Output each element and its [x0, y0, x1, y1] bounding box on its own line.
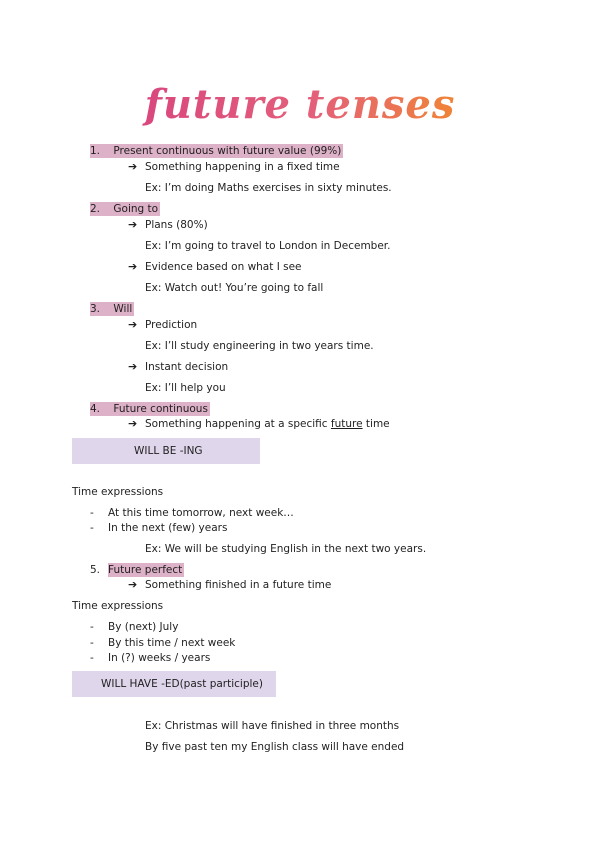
section-3-title: Will: [113, 303, 133, 315]
dash-bullet: -: [90, 621, 94, 633]
section-4-item-1-underlined: future: [330, 418, 363, 430]
arrow-right-icon: ➔: [128, 218, 138, 231]
section-3-example-2: Ex: I’ll help you: [145, 382, 226, 394]
section-3-item-1: Prediction: [145, 319, 198, 331]
time-expression-3: In (?) weeks / years: [108, 652, 211, 664]
formula-text: WILL BE -ING: [134, 445, 203, 457]
section-2-title: Going to: [113, 203, 159, 215]
section-3-number: 3.: [90, 303, 101, 315]
section-5-example-1: Ex: Christmas will have finished in three months: [145, 720, 400, 732]
section-2-number: 2.: [90, 203, 101, 215]
section-5-item-1: Something finished in a future time: [145, 579, 332, 591]
dash-bullet: -: [90, 637, 94, 649]
section-1-number: 1.: [90, 145, 101, 157]
section-3-example-1: Ex: I’ll study engineering in two years time.: [145, 340, 374, 352]
section-1-item-1: Something happening in a fixed time: [145, 161, 340, 173]
arrow-right-icon: ➔: [128, 578, 138, 591]
time-expression-1: At this time tomorrow, next week…: [108, 507, 294, 519]
page-title: future tenses: [144, 81, 456, 128]
arrow-right-icon: ➔: [128, 260, 138, 273]
dash-bullet: -: [90, 522, 94, 534]
arrow-right-icon: ➔: [128, 160, 138, 173]
formula-text: WILL HAVE -ED(past participle): [101, 678, 263, 690]
section-4-item-1: [145, 417, 390, 431]
section-2-example-1: Ex: I’m going to travel to London in December.: [145, 240, 391, 252]
arrow-right-icon: ➔: [128, 318, 138, 331]
arrow-right-icon: ➔: [128, 360, 138, 373]
section-4-title: Future continuous: [113, 403, 208, 415]
section-2-item-2: Evidence based on what I see: [145, 261, 302, 273]
section-4-heading: [90, 402, 210, 416]
section-4-item-1-end: time: [362, 418, 390, 430]
arrow-right-icon: ➔: [128, 417, 138, 430]
time-expression-2: By this time / next week: [108, 637, 236, 649]
section-5-number: 5.: [90, 564, 101, 576]
formula-box-will-have-ed: [72, 671, 276, 697]
dash-bullet: -: [90, 507, 94, 519]
section-4-example-1: Ex: We will be studying English in the next two years.: [145, 543, 427, 555]
section-5-title: Future perfect: [108, 564, 183, 576]
section-5-example-2: By five past ten my English class will have ended: [145, 741, 405, 753]
section-3-item-2: Instant decision: [145, 361, 229, 373]
section-2-heading: [90, 202, 160, 216]
section-3-heading: [90, 302, 134, 316]
time-expressions-label: Time expressions: [72, 600, 164, 612]
section-2-example-2: Ex: Watch out! You’re going to fall: [145, 282, 324, 294]
section-2-item-1: Plans (80%): [145, 219, 208, 231]
dash-bullet: -: [90, 652, 94, 664]
title-banner: [144, 74, 456, 140]
section-4-item-1-text: Something happening at a specific: [145, 418, 331, 430]
time-expression-1: By (next) July: [108, 621, 179, 633]
time-expression-2: In the next (few) years: [108, 522, 228, 534]
formula-box-will-be-ing: [72, 438, 260, 464]
title-svg: [144, 74, 456, 140]
time-expressions-label: Time expressions: [72, 486, 164, 498]
section-1-example-1: Ex: I’m doing Maths exercises in sixty minutes.: [145, 182, 392, 194]
section-4-number: 4.: [90, 403, 101, 415]
section-1-title: Present continuous with future value (99%): [113, 145, 342, 157]
section-1-heading: [90, 144, 343, 158]
